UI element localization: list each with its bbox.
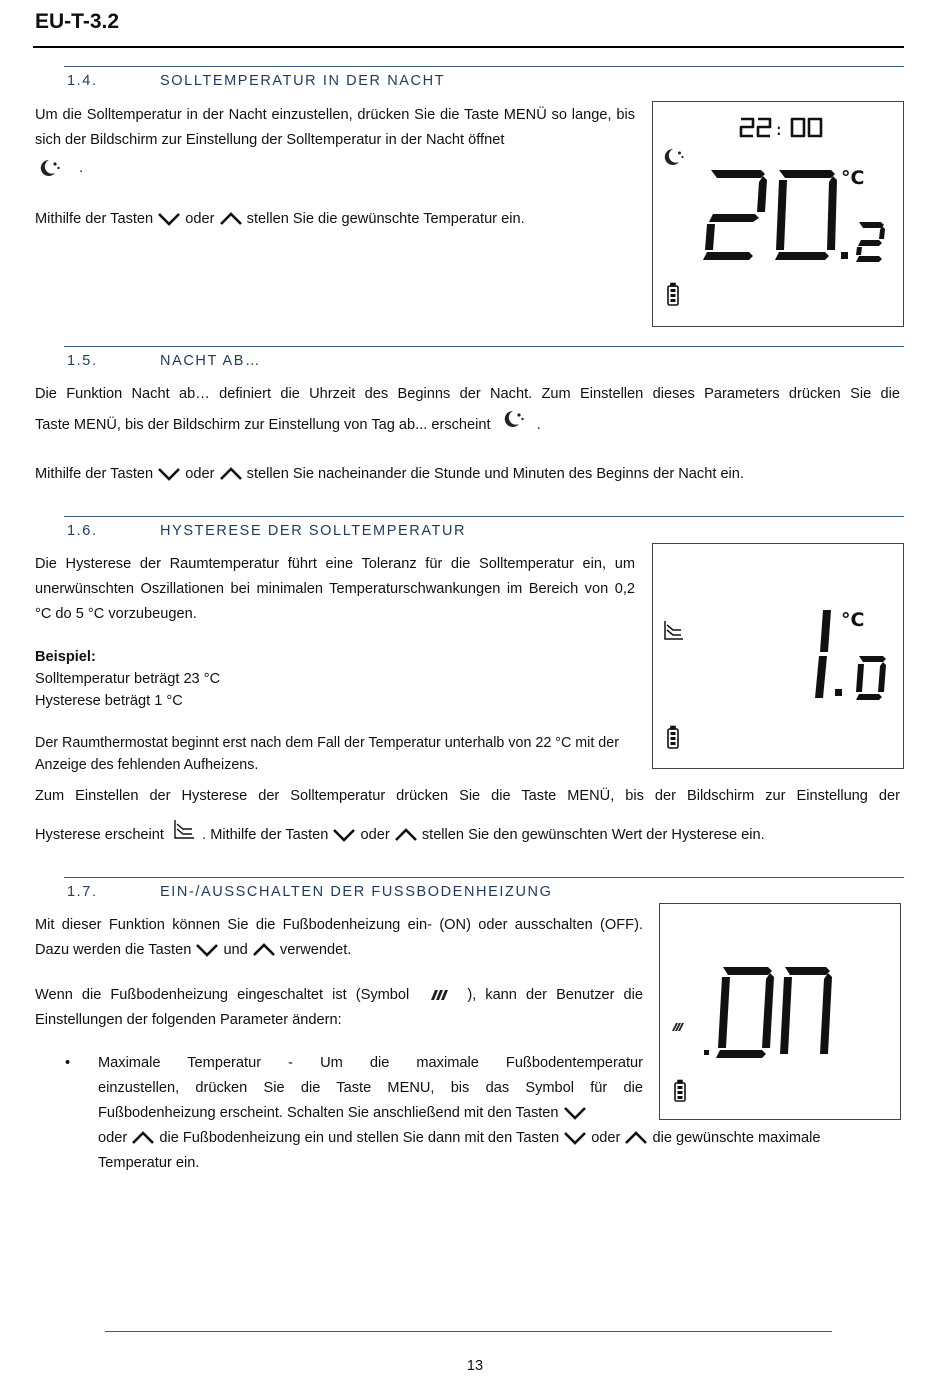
text: Mithilfe der Tasten [35,211,154,227]
example-block [35,646,635,712]
section-number: 1.7. [67,884,98,900]
text: oder [185,211,215,227]
paragraph-icon-line [35,156,115,181]
paragraph [35,913,643,963]
thermostat-display-floor-heating [659,903,901,1120]
section-heading-1-7 [67,884,552,900]
section-divider [64,516,904,517]
text: Wenn die Fußbodenheizung eingeschaltet ist (Symbol [35,987,410,1003]
paragraph [35,103,635,153]
battery-icon [675,1081,685,1102]
text: . Mithilfe der Tasten [202,827,329,843]
section-divider [64,346,904,347]
chevron-down-icon [195,942,219,958]
bullet-line: Maximale Temperatur - Um die maximale Fußbodentemperatur [98,1055,643,1071]
chevron-up-icon [219,211,243,227]
text: stellen Sie den gewünschten Wert der Hysterese ein. [421,827,765,843]
page-number: 13 [466,1358,484,1374]
section-divider [64,66,904,67]
section-heading-1-5 [67,353,261,369]
text: die gewünschte maximale [652,1130,821,1146]
section-heading-1-6 [67,523,466,539]
section-title: EIN-/AUSSCHALTEN DER FUSSBODENHEIZUNG [160,884,553,900]
floor-heating-icon [672,1023,684,1031]
thermostat-display-night-temp [652,101,904,327]
text: oder [98,1130,128,1146]
section-number: 1.6. [67,523,98,539]
chevron-down-icon [157,211,181,227]
paragraph-line: Zum Einstellen der Hysterese der Solltemperatur drücken Sie die Taste MENÜ, bis der Bildschirm zur Einstellung der [35,788,900,804]
chevron-up-icon [131,1130,155,1146]
section-number: 1.4. [67,73,98,89]
period: . [79,160,84,176]
section-title: SOLLTEMPERATUR IN DER NACHT [160,73,446,89]
moon-icon [665,149,684,165]
chevron-down-icon [332,827,356,843]
text: stellen Sie nacheinander die Stunde und Minuten des Beginns der Nacht ein. [246,466,744,482]
paragraph-line [35,823,900,848]
text: verwendet. [279,942,352,958]
text: Mit dieser Funktion können Sie die Fußbodenheizung ein- (ON) oder ausschalten (OFF). Dazu werden die Tasten [35,917,643,958]
document-code: EU-T-3.2 [35,10,120,33]
example-line: Solltemperatur beträgt 23 °C [35,671,221,687]
floor-heating-icon [420,987,456,1003]
battery-icon [668,284,678,306]
header-divider [33,46,904,48]
chevron-down-icon [157,466,181,482]
chevron-up-icon [394,827,418,843]
paragraph: Der Raumthermostat beginnt erst nach dem Fall der Temperatur unterhalb von 22 °C mit der Anzeige des fehlenden Aufheizens. [35,735,619,773]
section-title: NACHT AB… [160,353,262,369]
text: und [223,942,248,958]
example-line: Hysterese beträgt 1 °C [35,693,183,709]
section-number: 1.5. [67,353,98,369]
text: oder [591,1130,621,1146]
chevron-up-icon [219,466,243,482]
period: . [536,417,541,433]
text: Fußbodenheizung erscheint. Schalten Sie anschließend mit den Tasten [98,1105,559,1121]
example-label: Beispiel: [35,649,96,665]
hysteresis-icon [172,818,198,842]
bullet-line: einzustellen, drücken Sie die Taste MENU, bis das Symbol für die [98,1080,643,1096]
text: oder [360,827,390,843]
chevron-down-icon [563,1105,587,1121]
text: stellen Sie die gewünschte Temperatur ein. [246,211,525,227]
bullet-marker: • [65,1055,71,1071]
text: Hysterese erscheint [35,827,164,843]
moon-icon [35,157,61,179]
moon-icon [499,408,525,432]
text: Mithilfe der Tasten [35,466,154,482]
paragraph-line [35,413,900,438]
footer-divider [105,1331,832,1332]
paragraph [35,983,643,1033]
chevron-up-icon [624,1130,648,1146]
section-title: HYSTERESE DER SOLLTEMPERATUR [160,523,467,539]
bullet-line: Temperatur ein. [98,1155,200,1171]
bullet-line [98,1101,648,1126]
paragraph-line: Die Funktion Nacht ab… definiert die Uhrzeit des Beginns der Nacht. Zum Einstellen dieses Parameters drücken Sie die [35,386,900,402]
chevron-down-icon [563,1130,587,1146]
display-unit: °C [841,167,865,189]
section-divider [64,877,904,878]
display-time-colon: : [774,120,784,139]
paragraph [35,207,635,232]
chevron-up-icon [252,942,276,958]
paragraph-text: Um die Solltemperatur in der Nacht einzustellen, drücken Sie die Taste MENÜ so lange, bis sich der Bildschirm zur Einstellung der Solltemperatur in der Nacht öffnet [35,107,635,148]
paragraph: Die Hysterese der Raumtemperatur führt eine Toleranz für die Solltemperatur ein, um unerwünschten Oszillationen bei minimalen Temperaturschwankungen im Bereich von 0,2 °C do 5 °C vorzubeugen. [35,556,635,622]
paragraph [35,462,900,487]
display-unit: °C [841,609,865,631]
text: Taste MENÜ, bis der Bildschirm zur Einstellung von Tag ab... erscheint [35,417,491,433]
hysteresis-icon [665,621,683,639]
battery-icon [668,727,678,749]
bullet-line [98,1126,903,1151]
section-heading-1-4 [67,73,445,89]
text: ), kann der Benutzer die Einstellungen der folgenden Parameter ändern: [35,987,643,1028]
text: oder [185,466,215,482]
thermostat-display-hysteresis [652,543,904,769]
text: die Fußbodenheizung ein und stellen Sie dann mit den Tasten [159,1130,560,1146]
